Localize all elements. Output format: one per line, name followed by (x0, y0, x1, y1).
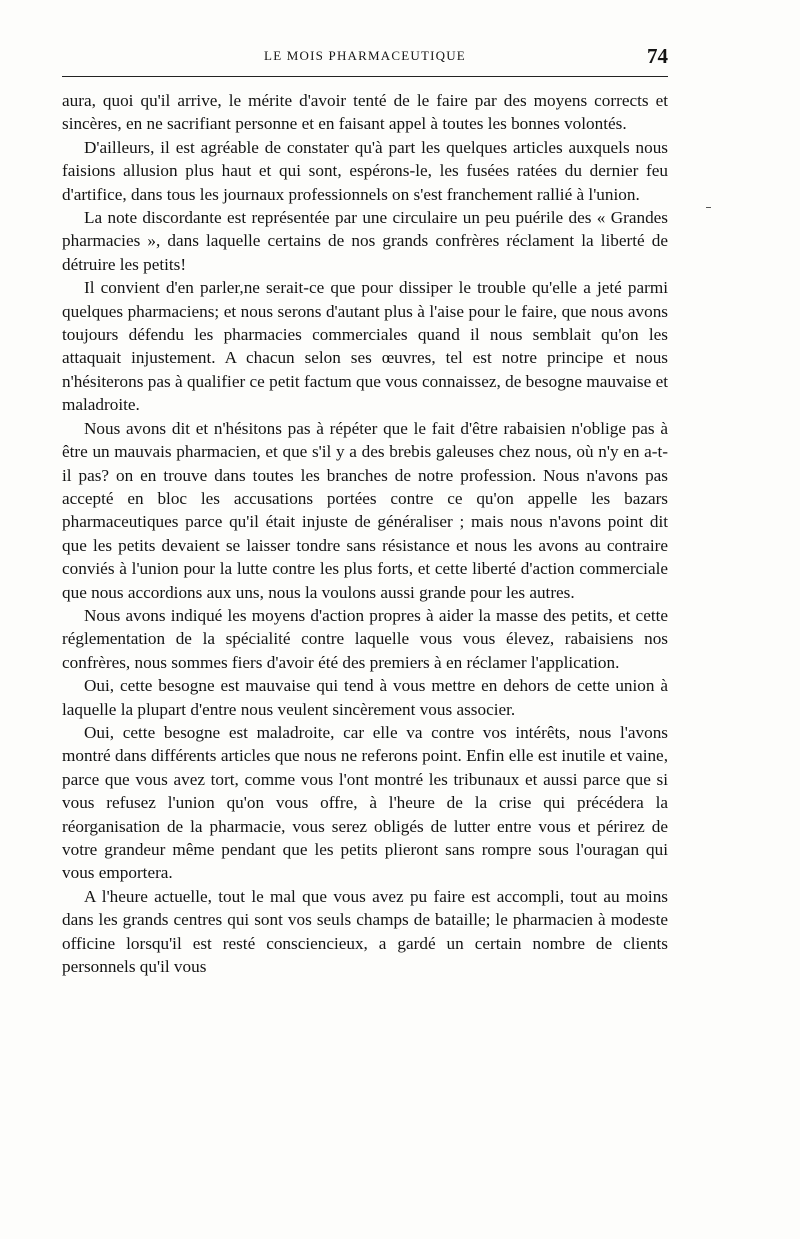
header-rule (62, 76, 668, 77)
paragraph: A l'heure actuelle, tout le mal que vous avez pu faire est accompli, tout au moins dans les grands centres qui sont vos seuls champs de bataille; le pharmacien à modeste officine lorsqu'il est resté consciencieux, a gardé un certain nombre de clients personnels qu'il vous (62, 886, 668, 977)
paragraph: aura, quoi qu'il arrive, le mérite d'avoir tenté de le faire par des moyens corrects et sincères, en ne sacrifiant personne et en faisant appel à toutes les bonnes volontés. (62, 91, 668, 134)
paragraph: Nous avons indiqué les moyens d'action propres à aider la masse des petits, et cette réglementation de la spécialité contre laquelle vous vous élevez, rabaisiens nos confrères, nous sommes fiers d'avoir été des premiers à en réclamer l'application. (62, 605, 668, 672)
paragraph: La note discordante est représentée par une circulaire un peu puérile des « Grandes pharmacies », dans laquelle certains de nos grands confrères réclament la liberté de détruire les petits! (62, 208, 668, 274)
body-text (62, 89, 668, 978)
running-head (62, 44, 668, 72)
running-title: LE MOIS PHARMACEUTIQUE (264, 48, 466, 63)
page-number: 74 (647, 44, 668, 68)
margin-mark (706, 207, 711, 208)
paragraph: Oui, cette besogne est maladroite, car elle va contre vos intérêts, nous l'avons montré dans différents articles que nous ne referons point. Enfin elle est inutile et vaine, parce que vous avez tort, comme vous l'ont montré les tribunaux et aussi parce que si vous refusez l'union qu'on vous offre, à l'heure de la crise qui précédera la réorganisation de la pharmacie, vous serez obligés de lutter entre vous et périrez de votre grandeur même pendant que les petits plieront sans rompre sous l'ouragan qui vous emportera. (62, 722, 668, 883)
paragraph: D'ailleurs, il est agréable de constater qu'à part les quelques articles auxquels nous faisions allusion plus haut et qui sont, espérons-le, les fusées ratées du dernier feu d'artifice, dans tous les journaux professionnels on s'est franchement rallié à l'union. (62, 137, 668, 204)
paragraph: Nous avons dit et n'hésitons pas à répéter que le fait d'être rabaisien n'oblige pas à être un mauvais pharmacien, et que s'il y a des brebis galeuses chez nous, où n'y en a-t-il pas? on en trouve dans toutes les branches de notre profession. Nous n'avons pas accepté en bloc les accusations portées contre ce qu'on appelle les bazars pharmaceutiques parce qu'il était injuste de généraliser ; mais nous n'avons point dit que les petits devaient se laisser tondre sans résistance et nous les avons au contraire conviés à l'union pour la lutte contre les plus forts, et cette liberté d'action commerciale que nous accordions aux uns, nous la voulons aussi grande pour les autres. (62, 418, 668, 602)
paragraph: Il convient d'en parler,ne serait-ce que pour dissiper le trouble qu'elle a jeté parmi quelques pharmaciens; et nous serons d'autant plus à l'aise pour le faire, que nous avons toujours défendu les pharmacies commerciales quand il nous semblait qu'on les attaquait injustement. A chacun selon ses œuvres, tel est notre principe et nous n'hésiterons pas à qualifier ce petit factum que vous connaissez, de besogne mauvaise et maladroite. (62, 278, 668, 415)
paragraph: Oui, cette besogne est mauvaise qui tend à vous mettre en dehors de cette union à laquelle la plupart d'entre nous veulent sincèrement vous associer. (62, 676, 668, 719)
